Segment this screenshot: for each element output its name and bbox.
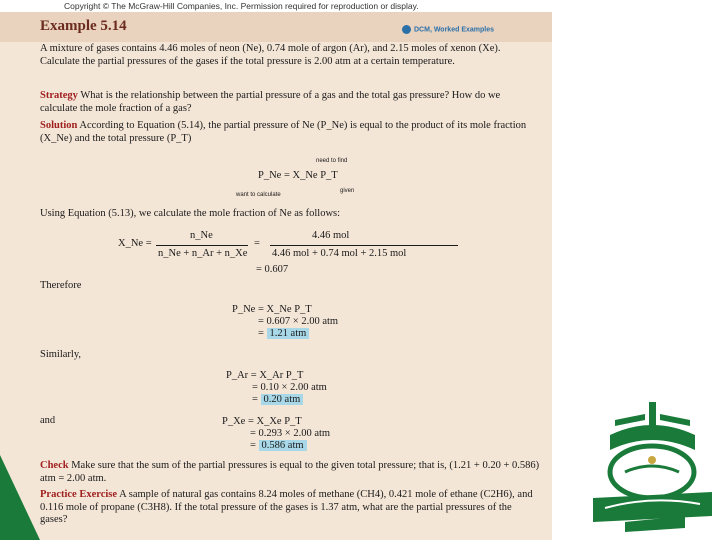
xne-result: = 0.607 bbox=[256, 264, 289, 275]
similarly-text: Similarly, bbox=[40, 349, 82, 360]
solution-paragraph bbox=[40, 120, 540, 145]
problem-text: A mixture of gases contains 4.46 moles of neon (Ne), 0.74 mole of argon (Ar), and 2.15 moles of xenon (Xe). Calculate the partial pressures of the gases if the total pressure is 2.00 atm at a certain temperature. bbox=[40, 43, 501, 67]
solution-label: Solution bbox=[40, 120, 78, 131]
fraction1-numerator: n_Ne bbox=[190, 230, 213, 241]
solution-text: According to Equation (5.14), the partial pressure of Ne (P_Ne) is equal to the product of its mole fraction (X_Ne) and the total pressure (P_T) bbox=[40, 120, 527, 144]
par-answer: 0.20 atm bbox=[261, 394, 304, 405]
given-note: given bbox=[340, 188, 355, 194]
fraction2-bar bbox=[270, 245, 458, 246]
pxe-line2: = 0.293 × 2.00 atm bbox=[250, 428, 331, 439]
equals-sign: = bbox=[254, 238, 260, 249]
textbook-page bbox=[0, 12, 552, 540]
fraction2-denominator: 4.46 mol + 0.74 mol + 2.15 mol bbox=[272, 248, 407, 259]
university-logo bbox=[585, 400, 720, 535]
green-corner-decoration bbox=[0, 455, 40, 540]
fraction1-denominator: n_Ne + n_Ar + n_Xe bbox=[158, 248, 248, 259]
and-text: and bbox=[40, 415, 56, 426]
copyright-line: Copyright © The McGraw-Hill Companies, Inc. Permission required for reproduction or display. bbox=[64, 1, 419, 11]
strategy-paragraph bbox=[40, 90, 540, 115]
pne-line1: P_Ne = X_Ne P_T bbox=[232, 304, 312, 315]
pxe-line1: P_Xe = X_Xe P_T bbox=[222, 416, 302, 427]
example-title: Example 5.14 bbox=[40, 18, 127, 34]
par-line1: P_Ar = X_Ar P_T bbox=[226, 370, 304, 381]
fraction1-bar bbox=[156, 245, 248, 246]
check-paragraph bbox=[40, 460, 540, 485]
therefore-text: Therefore bbox=[40, 280, 82, 291]
need-to-find-note: need to find bbox=[316, 158, 348, 164]
equation-pne-definition: P_Ne = X_Ne P_T bbox=[258, 170, 338, 181]
dcm-icon bbox=[402, 25, 411, 34]
want-to-calculate-note: want to calculate bbox=[236, 192, 281, 198]
pxe-answer: 0.586 atm bbox=[259, 440, 307, 451]
practice-label: Practice Exercise bbox=[40, 489, 118, 500]
pne-line3: = 1.21 atm bbox=[258, 328, 309, 339]
par-line2: = 0.10 × 2.00 atm bbox=[252, 382, 327, 393]
strategy-text: What is the relationship between the partial pressure of a gas and the total gas pressure? How do we calculate the mole fraction of a gas? bbox=[40, 90, 501, 114]
dcm-badge: DCM, Worked Examples bbox=[402, 25, 494, 34]
pne-line2: = 0.607 × 2.00 atm bbox=[258, 316, 339, 327]
using-text: Using Equation (5.13), we calculate the mole fraction of Ne as follows: bbox=[40, 208, 341, 219]
fraction2-numerator: 4.46 mol bbox=[312, 230, 350, 241]
xne-lhs: X_Ne = bbox=[118, 238, 152, 249]
practice-paragraph bbox=[40, 489, 540, 527]
par-line3: = 0.20 atm bbox=[252, 394, 303, 405]
check-text: Make sure that the sum of the partial pressures is equal to the given total pressure; that is, (1.21 + 0.20 + 0.586) atm = 2.00 atm. bbox=[40, 460, 540, 484]
check-label: Check bbox=[40, 460, 69, 471]
practice-text: A sample of natural gas contains 8.24 moles of methane (CH4), 0.421 mole of ethane (C2H6), and 0.116 mole of propane (C3H8). If the total pressure of the gases is 1.37 atm, what are the partial pressures of the gases? bbox=[40, 489, 533, 525]
pxe-line3: = 0.586 atm bbox=[250, 440, 307, 451]
strategy-label: Strategy bbox=[40, 90, 78, 101]
pne-answer: 1.21 atm bbox=[267, 328, 310, 339]
